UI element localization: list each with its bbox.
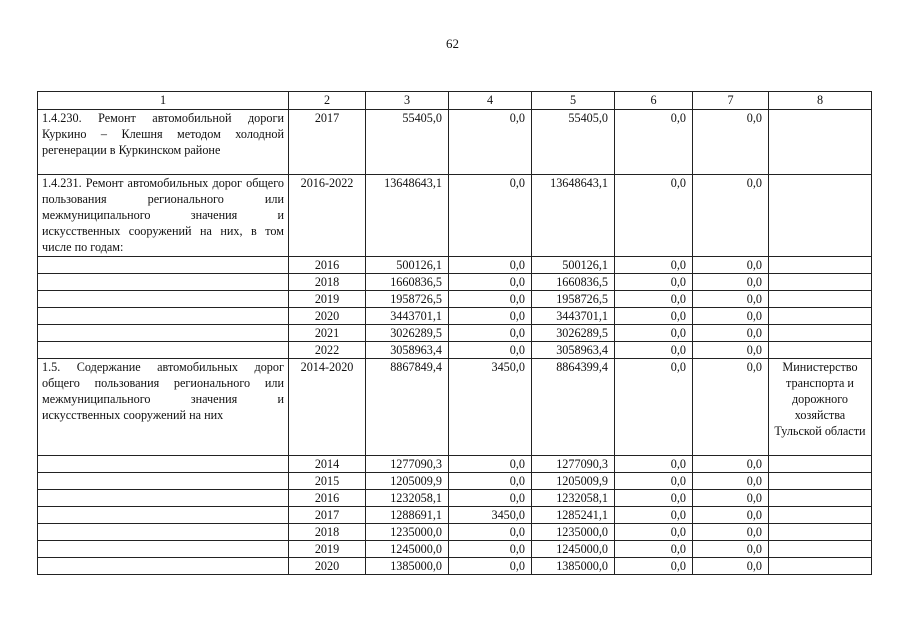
- other-sources-cell: 0,0: [693, 359, 769, 456]
- local-budget-cell: 0,0: [615, 342, 693, 359]
- measure-name-cell: 1.4.230. Ремонт автомобильной дороги Куркино – Клешня методом холодной регенерации в Куркинском районе: [38, 110, 289, 175]
- regional-budget-cell: 8864399,4: [532, 359, 615, 456]
- total-amount-cell: 8867849,4: [366, 359, 449, 456]
- period-cell: 2016: [289, 490, 366, 507]
- local-budget-cell: 0,0: [615, 473, 693, 490]
- other-sources-cell: 0,0: [693, 507, 769, 524]
- regional-budget-cell: 13648643,1: [532, 175, 615, 257]
- period-cell: 2018: [289, 274, 366, 291]
- measure-name-cell: [38, 524, 289, 541]
- responsible-cell: [769, 291, 872, 308]
- local-budget-cell: 0,0: [615, 257, 693, 274]
- measure-name-cell: [38, 541, 289, 558]
- responsible-cell: [769, 308, 872, 325]
- other-sources-cell: 0,0: [693, 490, 769, 507]
- other-sources-cell: 0,0: [693, 325, 769, 342]
- period-cell: 2016-2022: [289, 175, 366, 257]
- period-cell: 2022: [289, 342, 366, 359]
- table-row: [38, 490, 872, 507]
- period-cell: 2018: [289, 524, 366, 541]
- federal-budget-cell: 0,0: [449, 325, 532, 342]
- period-cell: 2019: [289, 541, 366, 558]
- period-cell: 2017: [289, 507, 366, 524]
- period-cell: 2015: [289, 473, 366, 490]
- responsible-cell: [769, 257, 872, 274]
- measure-name-cell: [38, 308, 289, 325]
- responsible-cell: [769, 490, 872, 507]
- period-cell: 2014: [289, 456, 366, 473]
- total-amount-cell: 1232058,1: [366, 490, 449, 507]
- regional-budget-cell: 1385000,0: [532, 558, 615, 575]
- responsible-cell: [769, 110, 872, 175]
- total-amount-cell: 3026289,5: [366, 325, 449, 342]
- column-header: 6: [615, 92, 693, 110]
- federal-budget-cell: 0,0: [449, 541, 532, 558]
- regional-budget-cell: 1245000,0: [532, 541, 615, 558]
- table-row: [38, 473, 872, 490]
- column-header: 7: [693, 92, 769, 110]
- responsible-cell: [769, 473, 872, 490]
- other-sources-cell: 0,0: [693, 342, 769, 359]
- other-sources-cell: 0,0: [693, 524, 769, 541]
- regional-budget-cell: 55405,0: [532, 110, 615, 175]
- federal-budget-cell: 3450,0: [449, 507, 532, 524]
- total-amount-cell: 3058963,4: [366, 342, 449, 359]
- responsible-cell: [769, 175, 872, 257]
- measure-name-cell: [38, 342, 289, 359]
- measure-name-cell: [38, 456, 289, 473]
- regional-budget-cell: 500126,1: [532, 257, 615, 274]
- budget-table: [37, 91, 872, 575]
- measure-name-cell: [38, 507, 289, 524]
- local-budget-cell: 0,0: [615, 541, 693, 558]
- federal-budget-cell: 0,0: [449, 308, 532, 325]
- page-number: 62: [446, 36, 459, 51]
- responsible-cell: [769, 325, 872, 342]
- total-amount-cell: 3443701,1: [366, 308, 449, 325]
- local-budget-cell: 0,0: [615, 274, 693, 291]
- column-header: 1: [38, 92, 289, 110]
- regional-budget-cell: 3058963,4: [532, 342, 615, 359]
- table-row: [38, 342, 872, 359]
- other-sources-cell: 0,0: [693, 291, 769, 308]
- column-number-row: [38, 92, 872, 110]
- total-amount-cell: 1205009,9: [366, 473, 449, 490]
- regional-budget-cell: 1232058,1: [532, 490, 615, 507]
- local-budget-cell: 0,0: [615, 507, 693, 524]
- measure-name-cell: [38, 473, 289, 490]
- total-amount-cell: 1958726,5: [366, 291, 449, 308]
- total-amount-cell: 1288691,1: [366, 507, 449, 524]
- measure-name-cell: [38, 291, 289, 308]
- federal-budget-cell: 0,0: [449, 524, 532, 541]
- other-sources-cell: 0,0: [693, 308, 769, 325]
- federal-budget-cell: 0,0: [449, 110, 532, 175]
- federal-budget-cell: 0,0: [449, 342, 532, 359]
- responsible-cell: [769, 524, 872, 541]
- federal-budget-cell: 3450,0: [449, 359, 532, 456]
- table-row: [38, 274, 872, 291]
- local-budget-cell: 0,0: [615, 325, 693, 342]
- table-row: [38, 308, 872, 325]
- period-cell: 2014-2020: [289, 359, 366, 456]
- measure-name-cell: [38, 558, 289, 575]
- regional-budget-cell: 1277090,3: [532, 456, 615, 473]
- measure-name-cell: [38, 274, 289, 291]
- federal-budget-cell: 0,0: [449, 274, 532, 291]
- column-header: 8: [769, 92, 872, 110]
- measure-name-cell: 1.5. Содержание автомобильных дорог общего пользования регионального или межмуниципального значения и искусственных сооружений на них: [38, 359, 289, 456]
- column-header: 4: [449, 92, 532, 110]
- regional-budget-cell: 1235000,0: [532, 524, 615, 541]
- regional-budget-cell: 1285241,1: [532, 507, 615, 524]
- period-cell: 2016: [289, 257, 366, 274]
- regional-budget-cell: 3026289,5: [532, 325, 615, 342]
- responsible-cell: [769, 558, 872, 575]
- table-row: [38, 359, 872, 456]
- other-sources-cell: 0,0: [693, 456, 769, 473]
- total-amount-cell: 1245000,0: [366, 541, 449, 558]
- local-budget-cell: 0,0: [615, 110, 693, 175]
- local-budget-cell: 0,0: [615, 308, 693, 325]
- regional-budget-cell: 3443701,1: [532, 308, 615, 325]
- period-cell: 2021: [289, 325, 366, 342]
- other-sources-cell: 0,0: [693, 541, 769, 558]
- period-cell: 2020: [289, 558, 366, 575]
- federal-budget-cell: 0,0: [449, 291, 532, 308]
- other-sources-cell: 0,0: [693, 558, 769, 575]
- responsible-cell: [769, 274, 872, 291]
- total-amount-cell: 1235000,0: [366, 524, 449, 541]
- column-header: 5: [532, 92, 615, 110]
- measure-name-cell: [38, 490, 289, 507]
- total-amount-cell: 1277090,3: [366, 456, 449, 473]
- column-header: 2: [289, 92, 366, 110]
- table-row: [38, 175, 872, 257]
- local-budget-cell: 0,0: [615, 175, 693, 257]
- total-amount-cell: 13648643,1: [366, 175, 449, 257]
- local-budget-cell: 0,0: [615, 291, 693, 308]
- federal-budget-cell: 0,0: [449, 456, 532, 473]
- table-row: [38, 325, 872, 342]
- regional-budget-cell: 1660836,5: [532, 274, 615, 291]
- measure-name-cell: [38, 325, 289, 342]
- table-row: [38, 524, 872, 541]
- responsible-cell: [769, 342, 872, 359]
- other-sources-cell: 0,0: [693, 175, 769, 257]
- total-amount-cell: 500126,1: [366, 257, 449, 274]
- regional-budget-cell: 1958726,5: [532, 291, 615, 308]
- total-amount-cell: 1660836,5: [366, 274, 449, 291]
- local-budget-cell: 0,0: [615, 490, 693, 507]
- other-sources-cell: 0,0: [693, 110, 769, 175]
- period-cell: 2017: [289, 110, 366, 175]
- table-row: [38, 507, 872, 524]
- column-header: 3: [366, 92, 449, 110]
- table-row: [38, 110, 872, 175]
- table-row: [38, 558, 872, 575]
- federal-budget-cell: 0,0: [449, 558, 532, 575]
- other-sources-cell: 0,0: [693, 257, 769, 274]
- table-row: [38, 541, 872, 558]
- federal-budget-cell: 0,0: [449, 175, 532, 257]
- total-amount-cell: 55405,0: [366, 110, 449, 175]
- other-sources-cell: 0,0: [693, 473, 769, 490]
- local-budget-cell: 0,0: [615, 456, 693, 473]
- table-row: [38, 456, 872, 473]
- responsible-cell: Министерство транспорта и дорожного хозяйства Тульской области: [769, 359, 872, 456]
- other-sources-cell: 0,0: [693, 274, 769, 291]
- responsible-cell: [769, 507, 872, 524]
- total-amount-cell: 1385000,0: [366, 558, 449, 575]
- responsible-cell: [769, 456, 872, 473]
- local-budget-cell: 0,0: [615, 558, 693, 575]
- local-budget-cell: 0,0: [615, 524, 693, 541]
- period-cell: 2020: [289, 308, 366, 325]
- period-cell: 2019: [289, 291, 366, 308]
- responsible-cell: [769, 541, 872, 558]
- local-budget-cell: 0,0: [615, 359, 693, 456]
- federal-budget-cell: 0,0: [449, 473, 532, 490]
- measure-name-cell: [38, 257, 289, 274]
- table-row: [38, 291, 872, 308]
- table-row: [38, 257, 872, 274]
- measure-name-cell: 1.4.231. Ремонт автомобильных дорог общего пользования регионального или межмуниципального значения и искусственных сооружений на них, в том числе по годам:: [38, 175, 289, 257]
- regional-budget-cell: 1205009,9: [532, 473, 615, 490]
- federal-budget-cell: 0,0: [449, 490, 532, 507]
- federal-budget-cell: 0,0: [449, 257, 532, 274]
